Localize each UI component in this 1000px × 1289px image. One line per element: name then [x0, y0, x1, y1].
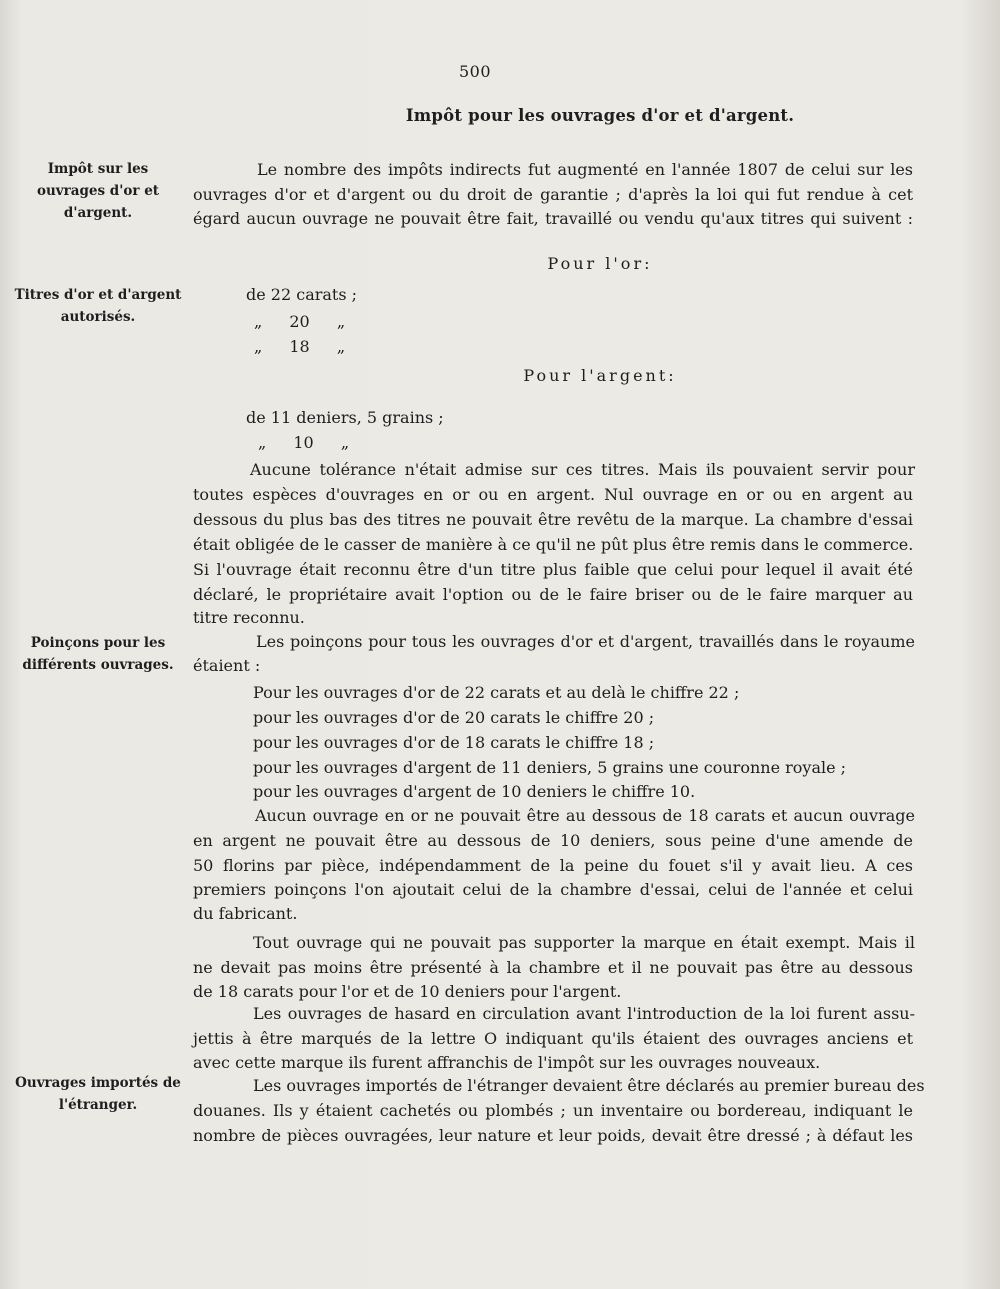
sidenote-impot: Impôt sur les ouvrages d'or et d'argent.	[36, 161, 160, 221]
text-line: „ 20 „	[254, 312, 346, 331]
text-line: Le nombre des impôts indirects fut augmenté en l'année 1807 de celui sur les	[257, 160, 913, 179]
text-line: pour les ouvrages d'or de 18 carats le chiffre 18 ;	[253, 733, 655, 752]
sidenote-ouvrages-importes: Ouvrages importés de l'étranger.	[15, 1075, 181, 1113]
text-line: était obligée de le casser de manière à ce qu'il ne pût plus être remis dans le commerce.	[193, 535, 914, 554]
page-number: 500	[458, 62, 492, 81]
text-line: Pour les ouvrages d'or de 22 carats et au delà le chiffre 22 ;	[253, 683, 740, 702]
text-line: ne devait pas moins être présenté à la chambre et il ne pouvait pas être au dessous	[193, 958, 913, 977]
text-line: avec cette marque ils furent affranchis de l'impôt sur les ouvrages nouveaux.	[193, 1053, 821, 1072]
text-line: égard aucun ouvrage ne pouvait être fait, travaillé ou vendu qu'aux titres qui suivent :	[193, 209, 913, 228]
text-line: Les ouvrages de hasard en circulation avant l'introduction de la loi furent assu-	[253, 1004, 915, 1023]
text-line: pour les ouvrages d'argent de 10 deniers le chiffre 10.	[253, 782, 696, 801]
text-line: de 11 deniers, 5 grains ;	[246, 408, 444, 427]
text-line: du fabricant.	[193, 904, 298, 923]
text-line: „ 10 „	[258, 433, 350, 452]
text-line: Aucun ouvrage en or ne pouvait être au dessous de 18 carats et aucun ouvrage	[255, 806, 915, 825]
text-line: Aucune tolérance n'était admise sur ces titres. Mais ils pouvaient servir pour	[250, 460, 915, 479]
text-line: „ 18 „	[254, 337, 346, 356]
text-line: premiers poinçons l'on ajoutait celui de la chambre d'essai, celui de l'année et celui	[193, 880, 913, 899]
text-line: nombre de pièces ouvragées, leur nature et leur poids, devait être dressé ; à défaut les	[193, 1126, 913, 1145]
section-title: Impôt pour les ouvrages d'or et d'argent.	[405, 106, 795, 125]
text-line: pour les ouvrages d'or de 20 carats le chiffre 20 ;	[253, 708, 655, 727]
text-line: de 18 carats pour l'or et de 10 deniers pour l'argent.	[193, 982, 622, 1001]
sidenote-poincons: Poinçons pour les différents ouvrages.	[22, 635, 174, 673]
text-line: étaient :	[193, 656, 261, 675]
text-line: Tout ouvrage qui ne pouvait pas supporter la marque en était exempt. Mais il	[253, 933, 915, 952]
text-line: jettis à être marqués de la lettre O indiquant qu'ils étaient des ouvrages anciens et	[193, 1029, 913, 1048]
text-line: de 22 carats ;	[246, 285, 358, 304]
text-line: ouvrages d'or et d'argent ou du droit de garantie ; d'après la loi qui fut rendue à cet	[193, 185, 913, 204]
text-line: pour les ouvrages d'argent de 11 deniers, 5 grains une couronne royale ;	[253, 758, 847, 777]
text-line: 50 florins par pièce, indépendamment de la peine du fouet s'il y avait lieu. A ces	[193, 856, 913, 875]
subheading-or: Pour l'or:	[547, 254, 653, 273]
text-line: en argent ne pouvait être au dessous de 10 deniers, sous peine d'une amende de	[193, 831, 913, 850]
subheading-argent: Pour l'argent:	[523, 366, 677, 385]
text-line: Si l'ouvrage était reconnu être d'un titre plus faible que celui pour lequel il avait été	[193, 560, 913, 579]
text-line: douanes. Ils y étaient cachetés ou plombés ; un inventaire ou bordereau, indiquant le	[193, 1101, 913, 1120]
text-line: dessous du plus bas des titres ne pouvait être revêtu de la marque. La chambre d'essai	[193, 510, 913, 529]
text-line: Les poinçons pour tous les ouvrages d'or et d'argent, travaillés dans le royaume	[256, 632, 915, 651]
text-line: Les ouvrages importés de l'étranger devaient être déclarés au premier bureau des	[253, 1076, 925, 1095]
text-line: déclaré, le propriétaire avait l'option ou de le faire briser ou de le faire marquer au	[193, 585, 913, 604]
sidenote-titres: Titres d'or et d'argent autorisés.	[14, 287, 182, 325]
text-line: toutes espèces d'ouvrages en or ou en argent. Nul ouvrage en or ou en argent au	[193, 485, 913, 504]
text-line: titre reconnu.	[193, 608, 305, 627]
